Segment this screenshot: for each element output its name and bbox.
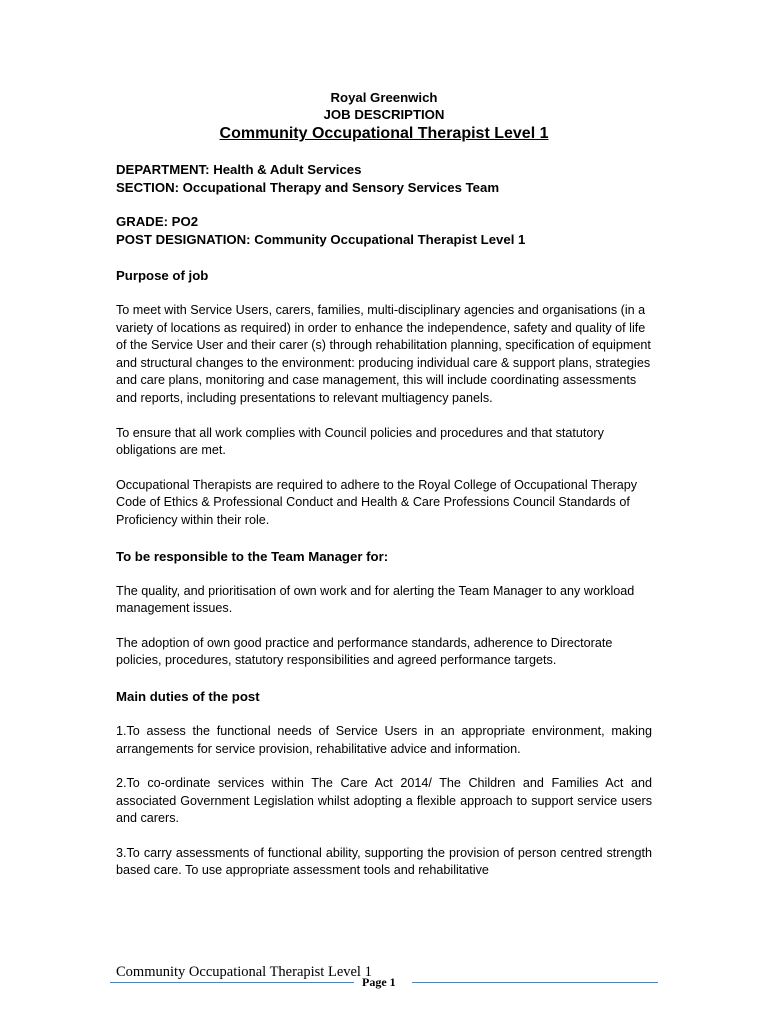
section-line: SECTION: Occupational Therapy and Sensory Services Team — [116, 180, 500, 195]
responsible-paragraph: The adoption of own good practice and performance standards, adherence to Directorate policies, procedures, statutory responsibilities and agreed performance targets. — [116, 635, 613, 668]
page-content — [116, 86, 652, 880]
page-title: Community Occupational Therapist Level 1 — [219, 125, 549, 142]
purpose-paragraph: Occupational Therapists are required to adhere to the Royal College of Occupational Therapy Code of Ethics & Professional Conduct and Health & Care Professions Council Standards of Proficiency within their role. — [116, 477, 638, 527]
organisation-name: Royal Greenwich — [330, 90, 438, 105]
duty-item: 2.To co-ordinate services within The Care Act 2014/ The Children and Families Act and associated Government Legislation whilst adopting a flexible approach to support service users and carers. — [116, 776, 652, 826]
duties-heading: Main duties of the post — [116, 688, 260, 704]
purpose-heading: Purpose of job — [116, 268, 209, 283]
duty-item: 1.To assess the functional needs of Service Users in an appropriate environment, making arrangements for service provision, rehabilitative advice and information. — [116, 723, 652, 756]
purpose-paragraph: To meet with Service Users, carers, families, multi-disciplinary agencies and organisations (in a variety of locations as required) in order to enhance the independence, safety and quality of life of the Service User and their carer (s) through rehabilitation planning, specification of equipment and structural changes to the environment: producing individual care & support plans, strategies and care plans, monitoring and case management, this will include coordinating assessments and reports, including presentations to relevant multiagency panels. — [116, 303, 651, 405]
responsible-heading: To be responsible to the Team Manager for: — [116, 548, 389, 564]
department-section-block — [116, 161, 652, 197]
responsible-paragraph: The quality, and prioritisation of own work and for alerting the Team Manager to any workload management issues. — [116, 583, 635, 616]
department-line: DEPARTMENT: Health & Adult Services — [116, 162, 362, 177]
footer-page-number: Page 1 — [362, 975, 396, 989]
document-type: JOB DESCRIPTION — [323, 107, 445, 122]
post-designation-line: POST DESIGNATION: Community Occupational Therapist Level 1 — [116, 232, 526, 247]
grade-line: GRADE: PO2 — [116, 214, 199, 229]
footer-divider-left — [110, 982, 354, 983]
purpose-paragraph: To ensure that all work complies with Council policies and procedures and that statutory obligations are met. — [116, 425, 604, 458]
duty-item: 3.To carry assessments of functional ability, supporting the provision of person centred strength based care. To use appropriate assessment tools and rehabilitative — [116, 845, 652, 878]
footer-divider-right — [412, 982, 658, 983]
grade-designation-block — [116, 213, 652, 249]
footer-document-title: Community Occupational Therapist Level 1 — [116, 964, 372, 980]
